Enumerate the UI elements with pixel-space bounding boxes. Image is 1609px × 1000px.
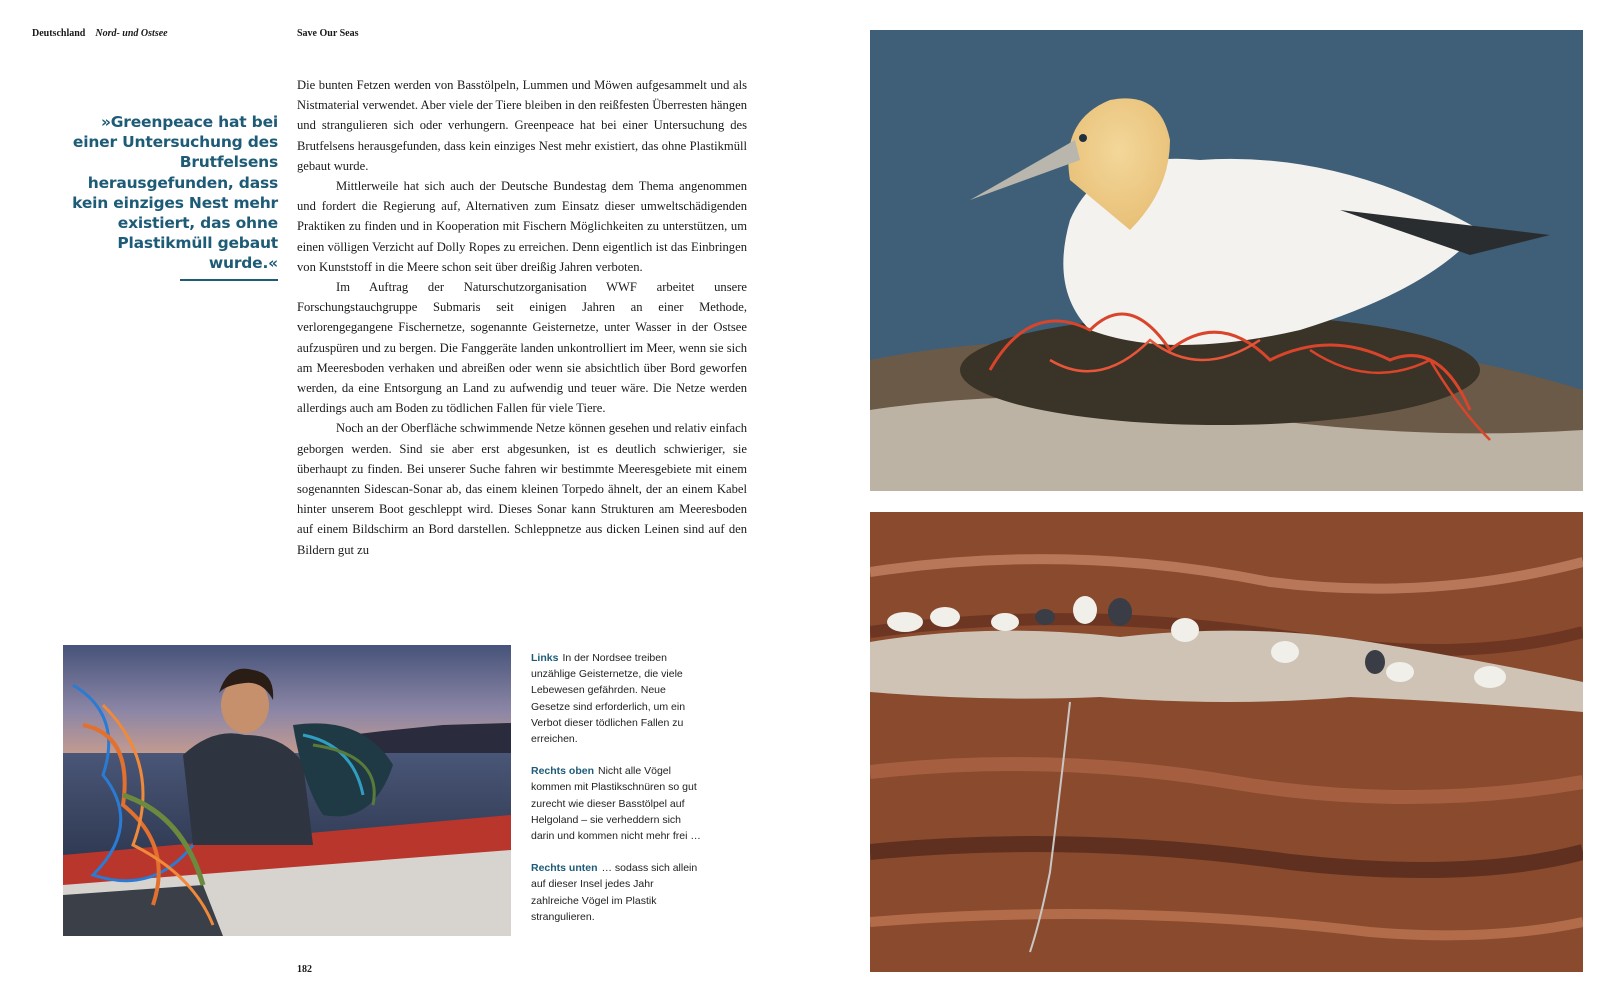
- photo-gannet-plastic-nest: [870, 30, 1583, 491]
- photo-gannet-illustration: [870, 30, 1583, 491]
- caption-label: Links: [531, 652, 559, 664]
- caption-right-top: [531, 763, 701, 844]
- caption-left: [531, 650, 701, 747]
- header-section: Nord- und Ostsee: [95, 28, 168, 39]
- caption-label: Rechts oben: [531, 765, 595, 778]
- photo-cliff-illustration: [870, 512, 1583, 972]
- caption-right-bottom: [531, 860, 701, 925]
- header-country: Deutschland: [32, 28, 86, 39]
- body-paragraph: Mittlerweile hat sich auch der Deutsche Bundestag dem Thema angenommen und fordert die Regierung auf, Alternativen zum Einsatz dieser umweltschädigenden Praktiken zu finden und in Kooperation mit Fischern Möglichkeiten zu unterstützen, um einen völligen Verzicht auf Dolly Ropes zu erreichen. Denn eigentlich ist das Einbringen von Kunststoff in die Meere schon seit über dreißig Jahren verboten.: [297, 179, 747, 274]
- body-paragraph: Im Auftrag der Naturschutzorganisation WWF arbeitet unsere Forschungstauchgruppe Submaris seit einigen Jahren an einer Methode, verlorengegangene Fischernetze, sogenannte Geisternetze, unter Wasser in der Ostsee aufzuspüren und zu bergen. Die Fanggeräte landen unkontrolliert im Meer, wenn sie sich am Meeresboden verhaken und abreißen oder wenn sie absichtlich über Bord geworfen werden, da eine Entsorgung an Land zu aufwendig und teuer wäre. Die Netze werden allerdings auch am Boden zu tödlichen Fallen für viele Tiere.: [297, 280, 747, 416]
- pull-quote-rule: [180, 279, 278, 281]
- body-paragraph: Noch an der Oberfläche schwimmende Netze können gesehen und relativ einfach geborgen werden. Sind sie aber erst abgesunken, ist es deutlich schwieriger, sie überhaupt zu finden. Bei unserer Suche fahren wir bestimmte Meeresgebiete mit einem sogenannten Sidescan-Sonar ab, das einem kleinen Torpedo ähnelt, der an einem Kabel hinter unserem Boot geschleppt wird. Dieses Sonar kann Strukturen am Meeresboden auf einem Bildschirm an Bord darstellen. Schleppnetze aus dicken Leinen sind auf den Bildern gut zu: [297, 421, 747, 557]
- photo-captions: [531, 650, 701, 941]
- running-header-left: [32, 28, 168, 39]
- photo-fisherman-ghost-nets: [63, 645, 511, 936]
- caption-text: In der Nordsee treiben unzählige Geisternetze, die viele Lebewesen gefährden. Neue Gesetze sind erforderlich, um ein Verbot dieser tödlichen Fallen zu erreichen.: [531, 652, 686, 746]
- caption-text: … sodass sich allein auf dieser Insel jedes Jahr zahlreiche Vögel im Plastik strangulieren.: [531, 862, 698, 923]
- page-number: 182: [297, 964, 312, 975]
- photo-cliff-gannets: [870, 512, 1583, 972]
- article-body: [297, 75, 747, 560]
- photo-fisherman-illustration: [63, 645, 511, 936]
- pull-quote: »Greenpeace hat bei einer Untersuchung des Brutfelsens herausgefunden, dass kein einziges Nest mehr existiert, das ohne Plastikmüll gebaut wurde.«: [72, 113, 278, 273]
- caption-label: Rechts unten: [531, 862, 598, 875]
- body-paragraph: Die bunten Fetzen werden von Basstölpeln, Lummen und Möwen aufgesammelt und als Nistmaterial verwendet. Aber viele der Tiere bleiben in den reißfesten Überresten hängen und strangulieren sich oder verhungern. Greenpeace hat bei einer Untersuchung des Brutfelsens herausgefunden, dass kein einziges Nest mehr existiert, das ohne Plastikmüll gebaut wurde.: [297, 78, 747, 173]
- caption-text: Nicht alle Vögel kommen mit Plastikschnüren so gut zurecht wie dieser Basstölpel auf Helgoland – sie verheddern sich darin und kommen nicht mehr frei …: [531, 765, 701, 843]
- header-chapter: Save Our Seas: [297, 28, 359, 39]
